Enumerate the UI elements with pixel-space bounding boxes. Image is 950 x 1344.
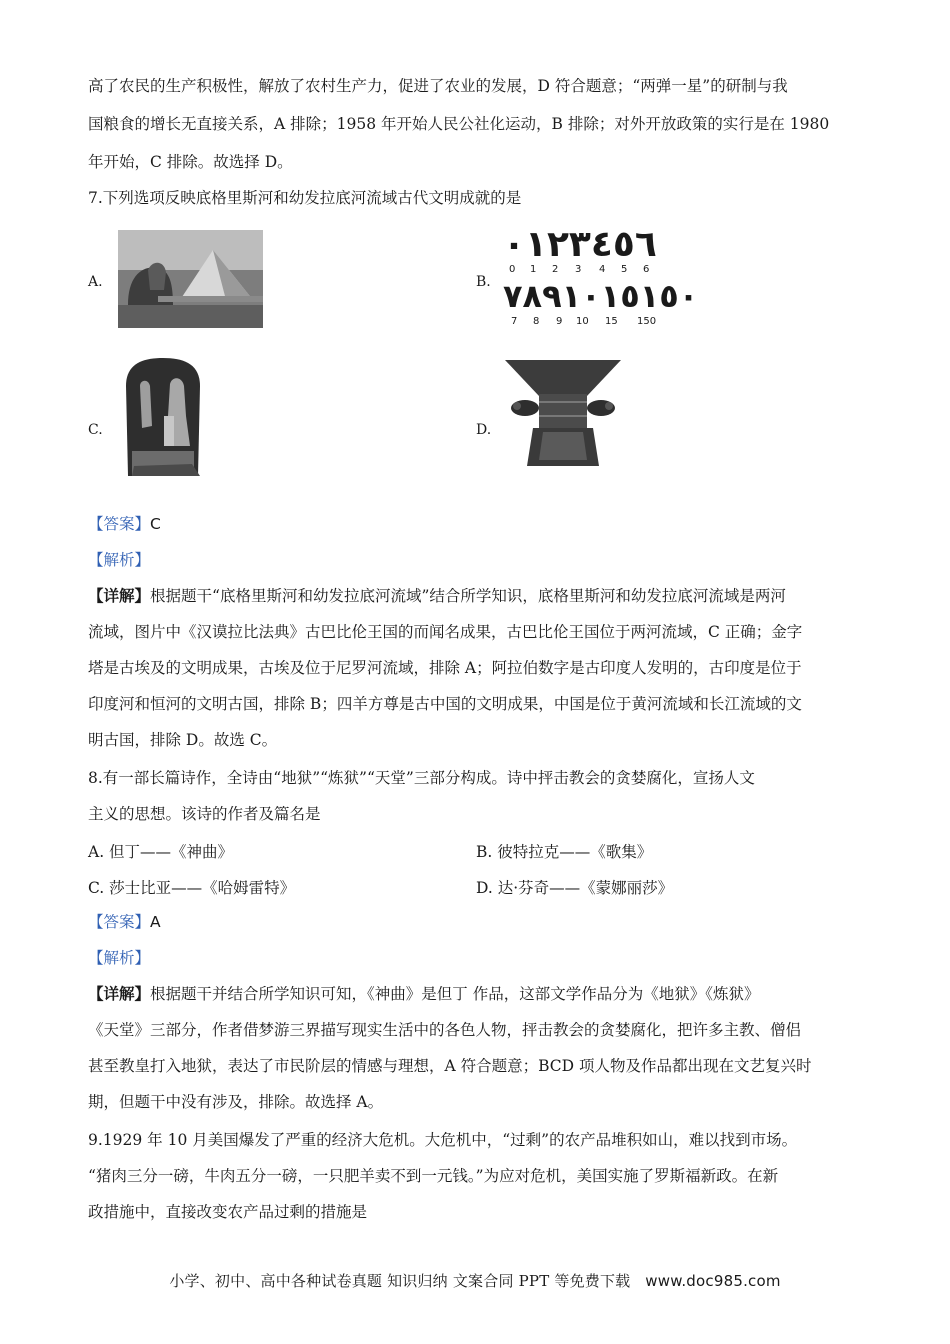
answer-tag: 【答案】 xyxy=(88,515,151,533)
text-line: 国粮食的增长无直接关系，A 排除；1958 年开始人民公社化运动，B 排除；对外开放政策的实行是在 1980 xyxy=(88,115,830,133)
detail-line: 塔是古埃及的文明成果，古埃及位于尼罗河流域，排除 A；阿拉伯数字是古印度人发明的，古印度是位于 xyxy=(88,659,802,677)
detail-line: 《天堂》三部分，作者借梦游三界描写现实生活中的各色人物，抨击教会的贪婪腐化，把许多主教、僧侣 xyxy=(88,1021,802,1039)
question-8-stem: 主义的思想。该诗的作者及篇名是 xyxy=(88,805,321,823)
detail-line: 【详解】根据题干“底格里斯河和幼发拉底河流域”结合所学知识，底格里斯河和幼发拉底河流域是两河 xyxy=(88,586,786,605)
answer-row-7 xyxy=(88,514,161,534)
detail-tag: 【详解】 xyxy=(88,984,151,1003)
detail-line: 甚至教皇打入地狱，表达了市民阶层的情感与理想，A 符合题意；BCD 项人物及作品都出现在文艺复兴时 xyxy=(88,1057,812,1075)
option-b: B. 彼特拉克——《歌集》 xyxy=(476,843,653,861)
text-line: 年开始，C 排除。故选择 D。 xyxy=(88,153,293,171)
hammurabi-stele-image xyxy=(120,356,206,476)
question-9-stem: 政措施中，直接改变农产品过剩的措施是 xyxy=(88,1203,368,1221)
question-7-stem: 7.下列选项反映底格里斯河和幼发拉底河流域古代文明成就的是 xyxy=(88,189,522,207)
detail-line: 明古国，排除 D。故选 C。 xyxy=(88,731,278,749)
detail-line: 期，但题干中没有涉及，排除。故选择 A。 xyxy=(88,1093,384,1111)
pyramid-sphinx-image xyxy=(118,230,263,328)
analysis-tag: 【解析】 xyxy=(88,551,151,569)
detail-line: 【详解】根据题干并结合所学知识可知，《神曲》是但丁 作品，这部文学作品分为《地狱》《炼狱》 xyxy=(88,984,760,1003)
answer-row-8 xyxy=(88,912,161,932)
numerals-image: ٠١٢٣٤٥٦ 0 1 2 3 4 5 6 ٧٨٩١٠١٥١٥٠ 7 8 9 10 15 150 xyxy=(503,224,699,327)
option-c-label: C. xyxy=(88,422,103,438)
detail-line: 印度河和恒河的文明古国，排除 B；四羊方尊是古中国的文明成果，中国是位于黄河流域和长江流域的文 xyxy=(88,695,802,713)
option-c: C. 莎士比亚——《哈姆雷特》 xyxy=(88,879,296,897)
answer-value: C xyxy=(150,515,161,533)
eastern-numerals-bottom: ٧٨٩١٠١٥١٥٠ xyxy=(503,277,699,315)
option-d: D. 达·芬奇——《蒙娜丽莎》 xyxy=(476,879,674,897)
bronze-zun-vessel-image xyxy=(503,356,623,472)
footer xyxy=(0,1270,950,1291)
detail-tag: 【详解】 xyxy=(88,586,151,605)
eastern-numerals-top: ٠١٢٣٤٥٦ xyxy=(503,224,657,265)
question-9-stem: “猪肉三分一磅，牛肉五分一磅，一只肥羊卖不到一元钱。”为应对危机，美国实施了罗斯福新政。在新 xyxy=(88,1167,779,1185)
answer-tag: 【答案】 xyxy=(88,913,151,931)
question-9-stem: 9.1929 年 10 月美国爆发了严重的经济大危机。大危机中，“过剩”的农产品堆积如山，难以找到市场。 xyxy=(88,1131,798,1149)
option-d-label: D. xyxy=(476,422,492,438)
option-a: A. 但丁——《神曲》 xyxy=(88,843,234,861)
text-line: 高了农民的生产积极性，解放了农村生产力，促进了农业的发展，D 符合题意；“两弹一星”的研制与我 xyxy=(88,77,788,95)
footer-text: 小学、初中、高中各种试卷真题 知识归纳 文案合同 PPT 等免费下载 xyxy=(169,1272,631,1290)
option-a-label: A. xyxy=(88,274,103,290)
analysis-tag: 【解析】 xyxy=(88,949,151,967)
question-8-stem: 8.有一部长篇诗作，全诗由“地狱”“炼狱”“天堂”三部分构成。诗中抨击教会的贪婪腐化，宣扬人文 xyxy=(88,769,755,787)
option-b-label: B. xyxy=(476,274,491,290)
detail-line: 流域，图片中《汉谟拉比法典》古巴比伦王国的而闻名成果，古巴比伦王国位于两河流域，C 正确；金字 xyxy=(88,623,803,641)
footer-url[interactable]: www.doc985.com xyxy=(645,1272,781,1290)
answer-value: A xyxy=(150,913,161,931)
